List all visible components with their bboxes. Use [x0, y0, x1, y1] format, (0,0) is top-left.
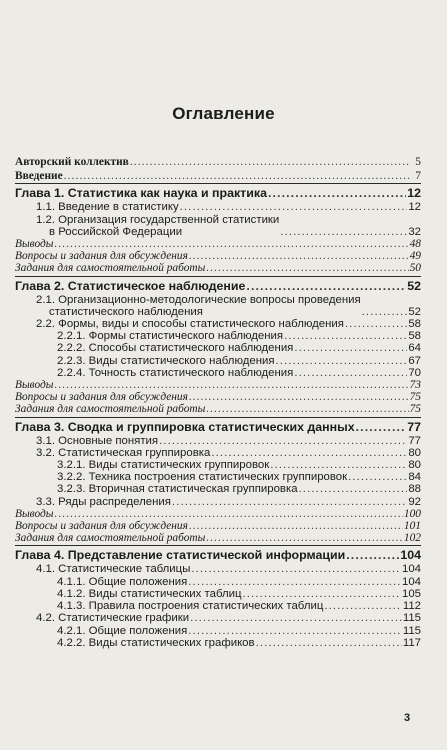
dot-leader [55, 508, 403, 520]
toc-entry-title-text: Задания для самостоятельной работы [15, 532, 206, 545]
toc-entry [15, 262, 421, 276]
toc-entry-page: 84 [408, 471, 421, 484]
toc-entry [15, 279, 421, 294]
toc-entry-title-text: 2.2.2. Способы статистического наблюдения [57, 342, 294, 355]
toc-entry-title [15, 420, 355, 434]
toc-entry-title-text: 2.2. Формы, виды и способы статистического наблюдения [36, 318, 344, 331]
table-of-contents [15, 154, 421, 649]
toc-entry-title [15, 520, 188, 532]
toc-entry-title-text: 3.2.3. Вторичная статистическая группировка [57, 483, 298, 496]
toc-entry-title [15, 637, 255, 649]
toc-entry-page: 70 [408, 366, 421, 379]
dot-leader [206, 532, 403, 544]
dot-leader [188, 625, 402, 637]
toc-entry [15, 156, 421, 168]
dot-leader [346, 548, 399, 562]
toc-entry [15, 563, 421, 575]
toc-entry-title [15, 459, 269, 471]
toc-entry-title [15, 471, 347, 483]
toc-entry [15, 588, 421, 600]
toc-entry-page: 75 [409, 391, 421, 404]
toc-entry-title-text: 3.2. Статистическая группировка [36, 446, 211, 459]
toc-entry-page: 102 [403, 532, 421, 545]
dot-leader [172, 496, 407, 508]
toc-entry-page: 104 [401, 575, 421, 588]
toc-entry-title-text: 4.1.3. Правила построения статистических таблиц [57, 600, 324, 613]
toc-entry-page: 5 [415, 156, 421, 168]
toc-entry-title-text: 3.3. Ряды распределения [36, 495, 171, 508]
toc-entry [15, 459, 421, 471]
toc-entry-title-text: 3.1. Основные понятия [36, 434, 159, 447]
toc-entry-title [15, 379, 54, 391]
toc-entry [15, 355, 421, 367]
toc-entry [15, 367, 421, 379]
toc-entry [15, 435, 421, 447]
dot-leader [299, 483, 408, 495]
toc-entry-title [15, 367, 293, 379]
toc-entry-page: 88 [408, 483, 421, 496]
toc-entry-page: 58 [408, 318, 421, 331]
toc-entry-title [15, 156, 129, 168]
toc-entry [15, 379, 421, 391]
toc-entry [15, 471, 421, 483]
toc-entry [15, 391, 421, 403]
toc-entry [15, 238, 421, 250]
toc-entry-page: 80 [408, 459, 421, 472]
dot-leader [356, 420, 407, 434]
toc-entry-title-text: Выводы [15, 238, 54, 251]
dot-leader [246, 279, 406, 293]
toc-entry-title-text: Глава 4. Представление статистической информации [15, 548, 346, 563]
toc-entry-page: 92 [408, 495, 421, 508]
toc-entry-title [15, 330, 283, 342]
toc-entry [15, 548, 421, 563]
toc-entry-title [15, 294, 361, 318]
toc-entry [15, 342, 421, 354]
page-number: 3 [404, 712, 411, 724]
dot-leader [189, 520, 403, 532]
toc-entry [15, 637, 421, 649]
toc-entry [15, 625, 421, 637]
toc-entry-page: 48 [409, 238, 421, 251]
toc-entry-page: 73 [409, 379, 421, 392]
toc-entry-title-text: 4.1.1. Общие положения [57, 575, 188, 588]
toc-entry-title-continuation: в Российской Федерации [49, 225, 183, 238]
dot-leader [268, 186, 406, 200]
toc-entry-title [15, 355, 275, 367]
toc-entry-page: 104 [400, 548, 421, 563]
toc-entry [15, 447, 421, 459]
toc-entry-page: 75 [409, 403, 421, 416]
toc-entry-title-continuation: статистического наблюдения [49, 305, 203, 318]
toc-entry-title [15, 563, 190, 575]
toc-entry-title-text: 3.2.1. Виды статистических группировок [57, 459, 270, 472]
toc-entry-title-text: Глава 3. Сводка и группировка статистических данных [15, 419, 355, 434]
toc-entry-page: 101 [403, 520, 421, 533]
toc-entry [15, 496, 421, 508]
toc-entry-title-text: Выводы [15, 379, 54, 392]
toc-entry-title [15, 600, 323, 612]
toc-entry-page: 115 [402, 624, 421, 637]
toc-entry-title-text: 4.2.2. Виды статистических графиков [57, 636, 255, 649]
toc-entry-title-text: 2.1. Организационно-методологические вопросы проведения [36, 293, 361, 306]
toc-entry-title-text: 2.2.3. Виды статистического наблюдения [57, 354, 275, 367]
toc-entry [15, 250, 421, 262]
toc-entry-page: 80 [408, 446, 421, 459]
dot-leader [206, 403, 408, 415]
toc-entry-title-text: Вопросы и задания для обсуждения [15, 250, 188, 263]
toc-entry [15, 318, 421, 330]
toc-entry-title-text: Вопросы и задания для обсуждения [15, 391, 188, 404]
dot-leader [64, 170, 410, 182]
toc-entry-title-text: Глава 2. Статистическое наблюдение [15, 278, 246, 293]
page-title: Оглавление [172, 104, 275, 123]
toc-entry-title [15, 576, 187, 588]
toc-entry-page: 7 [415, 170, 421, 183]
toc-entry-page: 12 [408, 201, 421, 214]
toc-entry-page: 115 [402, 612, 421, 625]
toc-entry-page: 112 [402, 600, 421, 613]
toc-entry-title [15, 186, 267, 200]
dot-leader [348, 471, 407, 483]
dot-leader [280, 226, 407, 238]
dot-leader [189, 391, 409, 403]
toc-entry-title [15, 496, 171, 508]
dot-leader [211, 447, 407, 459]
toc-entry-title [15, 532, 205, 544]
toc-entry-title-text: Задания для самостоятельной работы [15, 262, 206, 275]
toc-entry-page: 58 [408, 330, 421, 343]
toc-entry [15, 420, 421, 435]
dot-leader [270, 459, 407, 471]
toc-entry-page: 67 [408, 354, 421, 367]
toc-entry-page: 32 [408, 225, 421, 238]
toc-entry-title [15, 403, 205, 415]
toc-entry-page: 77 [408, 434, 421, 447]
toc-entry-title [15, 214, 279, 238]
toc-entry-title [15, 508, 54, 520]
toc-entry-title [15, 447, 210, 459]
toc-entry-title [15, 435, 158, 447]
toc-entry-page: 105 [401, 587, 421, 600]
toc-entry-title [15, 170, 63, 182]
toc-entry-title-text: 1.1. Введение в статистику [36, 201, 179, 214]
toc-entry-title [15, 588, 242, 600]
dot-leader [276, 355, 408, 367]
dot-leader [55, 379, 409, 391]
dot-leader [130, 156, 410, 168]
dot-leader [324, 600, 401, 612]
toc-entry [15, 330, 421, 342]
toc-entry-title-text: 4.1. Статистические таблицы [36, 563, 191, 576]
toc-entry-page: 64 [408, 342, 421, 355]
toc-entry-page: 100 [403, 507, 421, 520]
dot-leader [189, 250, 409, 262]
toc-entry-title-text: Глава 1. Статистика как наука и практика [15, 186, 267, 201]
toc-entry [15, 612, 421, 624]
dot-leader [284, 330, 407, 342]
toc-entry-page: 52 [408, 305, 421, 318]
toc-entry [15, 170, 421, 184]
toc-entry-title-text: Выводы [15, 507, 54, 520]
toc-entry-title-text: 4.1.2. Виды статистических таблиц [57, 587, 242, 600]
toc-entry-page: 77 [407, 419, 421, 434]
dot-leader [243, 588, 401, 600]
toc-entry-page: 12 [407, 186, 421, 201]
toc-entry [15, 483, 421, 495]
toc-entry [15, 508, 421, 520]
dot-leader [188, 576, 401, 588]
toc-entry [15, 186, 421, 201]
toc-entry-page: 50 [409, 262, 421, 275]
toc-entry-title-text: Авторский коллектив [15, 156, 129, 168]
toc-entry-title [15, 250, 188, 262]
toc-entry-title [15, 548, 345, 562]
toc-entry [15, 214, 421, 238]
dot-leader [159, 435, 407, 447]
toc-entry-title [15, 318, 344, 330]
dot-leader [55, 238, 409, 250]
toc-entry-page: 52 [407, 278, 421, 293]
toc-entry-title [15, 342, 293, 354]
toc-entry-title [15, 201, 179, 213]
toc-entry-title [15, 483, 298, 495]
toc-entry-title [15, 238, 54, 250]
dot-leader [180, 201, 408, 213]
toc-entry [15, 532, 421, 546]
dot-leader [206, 262, 408, 274]
toc-entry [15, 600, 421, 612]
toc-entry-title [15, 625, 187, 637]
dot-leader [190, 612, 402, 624]
toc-entry-title-text: 4.2.1. Общие положения [57, 624, 188, 637]
toc-entry-title [15, 612, 189, 624]
toc-entry-title [15, 262, 205, 274]
toc-entry-title-text: 2.2.4. Точность статистического наблюдения [57, 366, 294, 379]
toc-entry-title-text: 4.2. Статистические графики [36, 612, 190, 625]
toc-entry-title-text: Вопросы и задания для обсуждения [15, 520, 188, 533]
toc-entry-title-text: 3.2.2. Техника построения статистических группировок [57, 471, 348, 484]
toc-entry-title [15, 391, 188, 403]
dot-leader [294, 342, 407, 354]
dot-leader [191, 563, 401, 575]
toc-entry [15, 201, 421, 213]
toc-entry-title-text: 2.2.1. Формы статистического наблюдения [57, 330, 284, 343]
toc-entry-page: 117 [402, 636, 421, 649]
dot-leader [294, 367, 407, 379]
dot-leader [362, 306, 408, 318]
toc-entry [15, 403, 421, 417]
toc-entry [15, 520, 421, 532]
toc-entry [15, 294, 421, 318]
dot-leader [256, 637, 402, 649]
toc-entry-page: 49 [409, 250, 421, 263]
toc-entry-title-text: 1.2. Организация государственной статистики [36, 213, 280, 226]
dot-leader [345, 318, 407, 330]
toc-entry [15, 576, 421, 588]
toc-entry-title-text: Задания для самостоятельной работы [15, 403, 206, 416]
toc-entry-page: 104 [401, 563, 421, 576]
toc-entry-title [15, 279, 245, 293]
toc-entry-title-text: Введение [15, 170, 63, 183]
